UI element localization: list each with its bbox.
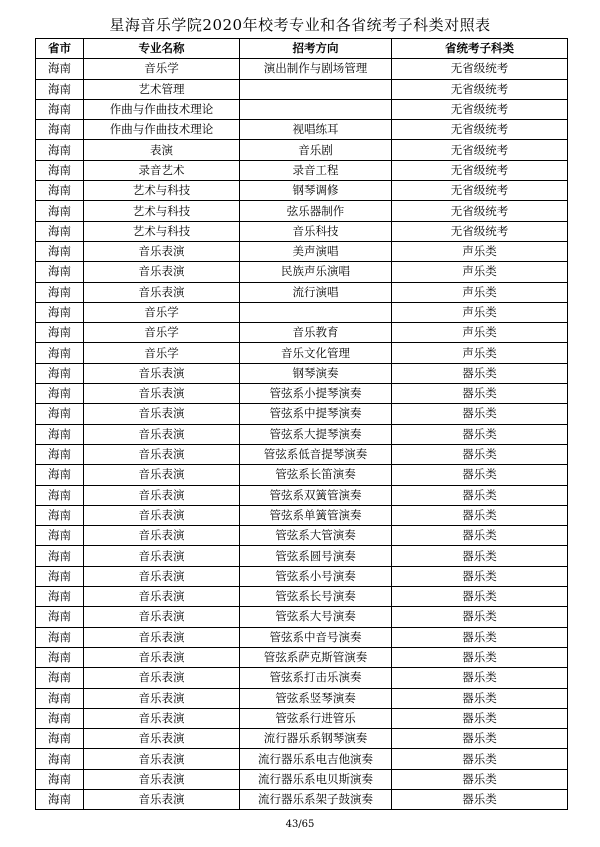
cell-direction — [240, 302, 392, 322]
page-number: 43/65 — [285, 819, 315, 830]
cell-exam-category: 器乐类 — [392, 587, 568, 607]
cell-exam-category: 无省级统考 — [392, 160, 568, 180]
cell-direction: 管弦系中音号演奏 — [240, 627, 392, 647]
cell-province: 海南 — [36, 404, 84, 424]
table-body — [36, 59, 568, 810]
cell-major: 音乐表演 — [84, 647, 240, 667]
cell-province: 海南 — [36, 668, 84, 688]
cell-province: 海南 — [36, 526, 84, 546]
table-row — [36, 363, 568, 383]
cell-province: 海南 — [36, 444, 84, 464]
cell-major: 音乐学 — [84, 302, 240, 322]
cell-province: 海南 — [36, 221, 84, 241]
table-row — [36, 221, 568, 241]
cell-exam-category: 器乐类 — [392, 769, 568, 789]
cell-major: 音乐表演 — [84, 789, 240, 809]
cell-direction: 管弦系圆号演奏 — [240, 546, 392, 566]
table-row — [36, 688, 568, 708]
cell-exam-category: 无省级统考 — [392, 201, 568, 221]
cell-province: 海南 — [36, 302, 84, 322]
table-row — [36, 668, 568, 688]
cell-province: 海南 — [36, 505, 84, 525]
cell-exam-category: 无省级统考 — [392, 140, 568, 160]
cell-direction: 管弦系打击乐演奏 — [240, 668, 392, 688]
cell-major: 音乐表演 — [84, 566, 240, 586]
column-header-major: 专业名称 — [84, 39, 240, 59]
cell-major: 音乐表演 — [84, 282, 240, 302]
cell-major: 表演 — [84, 140, 240, 160]
cell-direction: 流行器乐系架子鼓演奏 — [240, 789, 392, 809]
cell-exam-category: 无省级统考 — [392, 221, 568, 241]
cell-province: 海南 — [36, 688, 84, 708]
cell-exam-category: 无省级统考 — [392, 99, 568, 119]
major-category-table — [35, 38, 568, 810]
cell-major: 音乐表演 — [84, 424, 240, 444]
table-row — [36, 262, 568, 282]
cell-major: 音乐表演 — [84, 465, 240, 485]
cell-direction: 管弦系萨克斯管演奏 — [240, 647, 392, 667]
cell-province: 海南 — [36, 546, 84, 566]
table-row — [36, 526, 568, 546]
cell-exam-category: 器乐类 — [392, 526, 568, 546]
cell-direction: 管弦系双簧管演奏 — [240, 485, 392, 505]
cell-major: 音乐表演 — [84, 505, 240, 525]
table-row — [36, 181, 568, 201]
cell-major: 音乐学 — [84, 343, 240, 363]
cell-exam-category: 声乐类 — [392, 241, 568, 261]
table-row — [36, 546, 568, 566]
cell-province: 海南 — [36, 587, 84, 607]
cell-direction: 管弦系长笛演奏 — [240, 465, 392, 485]
table-row — [36, 444, 568, 464]
cell-direction: 音乐教育 — [240, 323, 392, 343]
cell-exam-category: 器乐类 — [392, 789, 568, 809]
cell-exam-category: 器乐类 — [392, 749, 568, 769]
cell-exam-category: 无省级统考 — [392, 59, 568, 79]
cell-major: 音乐表演 — [84, 587, 240, 607]
cell-province: 海南 — [36, 424, 84, 444]
table-row — [36, 343, 568, 363]
cell-direction: 管弦系中提琴演奏 — [240, 404, 392, 424]
cell-province: 海南 — [36, 607, 84, 627]
table-row — [36, 769, 568, 789]
cell-direction: 录音工程 — [240, 160, 392, 180]
cell-major: 艺术与科技 — [84, 201, 240, 221]
cell-exam-category: 器乐类 — [392, 647, 568, 667]
cell-major: 音乐表演 — [84, 444, 240, 464]
cell-exam-category: 器乐类 — [392, 384, 568, 404]
cell-direction: 管弦系大提琴演奏 — [240, 424, 392, 444]
page-title: 星海音乐学院2020年校考专业和各省统考子科类对照表 — [109, 16, 491, 34]
table-row — [36, 789, 568, 809]
cell-major: 艺术与科技 — [84, 221, 240, 241]
table-row — [36, 566, 568, 586]
cell-major: 艺术与科技 — [84, 181, 240, 201]
table-row — [36, 59, 568, 79]
cell-direction: 流行器乐系电贝斯演奏 — [240, 769, 392, 789]
cell-exam-category: 无省级统考 — [392, 181, 568, 201]
cell-major: 音乐表演 — [84, 384, 240, 404]
cell-exam-category: 声乐类 — [392, 343, 568, 363]
cell-major: 音乐表演 — [84, 627, 240, 647]
table-row — [36, 749, 568, 769]
cell-major: 音乐学 — [84, 59, 240, 79]
table-row — [36, 607, 568, 627]
cell-major: 音乐表演 — [84, 769, 240, 789]
cell-major: 音乐表演 — [84, 749, 240, 769]
table-row — [36, 465, 568, 485]
cell-direction: 管弦系小提琴演奏 — [240, 384, 392, 404]
table-row — [36, 140, 568, 160]
cell-major: 作曲与作曲技术理论 — [84, 120, 240, 140]
cell-direction: 管弦系小号演奏 — [240, 566, 392, 586]
table-row — [36, 120, 568, 140]
table-header-row — [36, 39, 568, 59]
table-row — [36, 505, 568, 525]
cell-province: 海南 — [36, 201, 84, 221]
cell-province: 海南 — [36, 384, 84, 404]
cell-province: 海南 — [36, 647, 84, 667]
cell-exam-category: 器乐类 — [392, 485, 568, 505]
cell-exam-category: 声乐类 — [392, 282, 568, 302]
cell-major: 艺术管理 — [84, 79, 240, 99]
cell-direction — [240, 79, 392, 99]
cell-province: 海南 — [36, 262, 84, 282]
cell-direction: 视唱练耳 — [240, 120, 392, 140]
cell-exam-category: 器乐类 — [392, 465, 568, 485]
cell-province: 海南 — [36, 120, 84, 140]
cell-direction: 管弦系行进管乐 — [240, 708, 392, 728]
cell-major: 作曲与作曲技术理论 — [84, 99, 240, 119]
table-row — [36, 729, 568, 749]
table-row — [36, 241, 568, 261]
cell-direction: 弦乐器制作 — [240, 201, 392, 221]
cell-direction: 管弦系低音提琴演奏 — [240, 444, 392, 464]
cell-direction: 音乐科技 — [240, 221, 392, 241]
table-row — [36, 708, 568, 728]
cell-province: 海南 — [36, 769, 84, 789]
cell-province: 海南 — [36, 789, 84, 809]
table-row — [36, 323, 568, 343]
table-row — [36, 485, 568, 505]
cell-major: 音乐表演 — [84, 526, 240, 546]
cell-direction: 流行演唱 — [240, 282, 392, 302]
cell-province: 海南 — [36, 59, 84, 79]
cell-exam-category: 器乐类 — [392, 505, 568, 525]
cell-province: 海南 — [36, 708, 84, 728]
column-header-exam-category: 省统考子科类 — [392, 39, 568, 59]
cell-major: 音乐表演 — [84, 363, 240, 383]
cell-major: 音乐学 — [84, 323, 240, 343]
table-row — [36, 587, 568, 607]
cell-exam-category: 声乐类 — [392, 323, 568, 343]
cell-direction: 美声演唱 — [240, 241, 392, 261]
cell-direction: 流行器乐系电吉他演奏 — [240, 749, 392, 769]
cell-exam-category: 器乐类 — [392, 627, 568, 647]
cell-province: 海南 — [36, 241, 84, 261]
cell-major: 录音艺术 — [84, 160, 240, 180]
cell-exam-category: 器乐类 — [392, 566, 568, 586]
cell-province: 海南 — [36, 79, 84, 99]
cell-direction: 管弦系长号演奏 — [240, 587, 392, 607]
cell-major: 音乐表演 — [84, 729, 240, 749]
cell-major: 音乐表演 — [84, 607, 240, 627]
cell-direction: 演出制作与剧场管理 — [240, 59, 392, 79]
cell-province: 海南 — [36, 729, 84, 749]
cell-province: 海南 — [36, 343, 84, 363]
cell-direction: 管弦系竖琴演奏 — [240, 688, 392, 708]
table-row — [36, 627, 568, 647]
cell-major: 音乐表演 — [84, 241, 240, 261]
cell-province: 海南 — [36, 566, 84, 586]
cell-direction: 钢琴演奏 — [240, 363, 392, 383]
cell-exam-category: 器乐类 — [392, 708, 568, 728]
cell-exam-category: 器乐类 — [392, 729, 568, 749]
cell-direction: 音乐文化管理 — [240, 343, 392, 363]
table-row — [36, 160, 568, 180]
cell-province: 海南 — [36, 160, 84, 180]
cell-exam-category: 器乐类 — [392, 546, 568, 566]
cell-major: 音乐表演 — [84, 546, 240, 566]
cell-exam-category: 无省级统考 — [392, 120, 568, 140]
cell-direction: 管弦系大号演奏 — [240, 607, 392, 627]
cell-direction: 钢琴调修 — [240, 181, 392, 201]
cell-direction: 管弦系单簧管演奏 — [240, 505, 392, 525]
table-row — [36, 99, 568, 119]
cell-exam-category: 器乐类 — [392, 688, 568, 708]
table-row — [36, 79, 568, 99]
table-row — [36, 201, 568, 221]
cell-exam-category: 声乐类 — [392, 262, 568, 282]
cell-exam-category: 无省级统考 — [392, 79, 568, 99]
cell-province: 海南 — [36, 749, 84, 769]
cell-exam-category: 器乐类 — [392, 363, 568, 383]
cell-province: 海南 — [36, 282, 84, 302]
cell-direction: 管弦系大管演奏 — [240, 526, 392, 546]
cell-province: 海南 — [36, 140, 84, 160]
cell-province: 海南 — [36, 465, 84, 485]
cell-province: 海南 — [36, 181, 84, 201]
cell-exam-category: 器乐类 — [392, 444, 568, 464]
table-row — [36, 302, 568, 322]
cell-exam-category: 声乐类 — [392, 302, 568, 322]
cell-exam-category: 器乐类 — [392, 404, 568, 424]
cell-province: 海南 — [36, 99, 84, 119]
cell-province: 海南 — [36, 627, 84, 647]
cell-major: 音乐表演 — [84, 688, 240, 708]
column-header-direction: 招考方向 — [240, 39, 392, 59]
cell-direction: 民族声乐演唱 — [240, 262, 392, 282]
cell-major: 音乐表演 — [84, 668, 240, 688]
cell-major: 音乐表演 — [84, 485, 240, 505]
table-row — [36, 647, 568, 667]
cell-province: 海南 — [36, 485, 84, 505]
cell-direction: 流行器乐系钢琴演奏 — [240, 729, 392, 749]
cell-direction: 音乐剧 — [240, 140, 392, 160]
cell-province: 海南 — [36, 323, 84, 343]
cell-exam-category: 器乐类 — [392, 424, 568, 444]
cell-major: 音乐表演 — [84, 708, 240, 728]
cell-province: 海南 — [36, 363, 84, 383]
table-row — [36, 384, 568, 404]
cell-direction — [240, 99, 392, 119]
table-row — [36, 282, 568, 302]
cell-major: 音乐表演 — [84, 262, 240, 282]
cell-major: 音乐表演 — [84, 404, 240, 424]
cell-exam-category: 器乐类 — [392, 607, 568, 627]
table-row — [36, 404, 568, 424]
column-header-province: 省市 — [36, 39, 84, 59]
table-row — [36, 424, 568, 444]
cell-exam-category: 器乐类 — [392, 668, 568, 688]
